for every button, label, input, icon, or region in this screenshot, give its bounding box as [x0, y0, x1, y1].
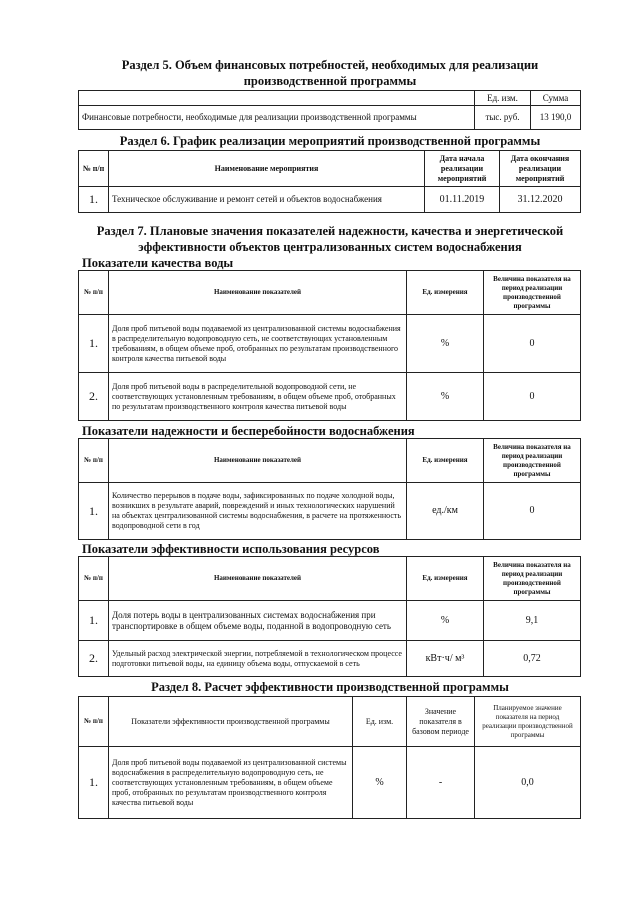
- e-row1-value: 9,1: [484, 601, 581, 641]
- q-header-name: Наименование показателей: [109, 271, 407, 315]
- section6-table: [78, 150, 581, 213]
- q-row2-unit: %: [407, 373, 484, 421]
- q-row2-num: 2.: [79, 373, 109, 421]
- efficiency-table: [78, 556, 581, 677]
- section5-title-line1: Раздел 5. Объем финансовых потребностей, необходимых для реализации: [121, 58, 539, 72]
- e-row2-name: Удельный расход электрической энергии, потребляемой в технологическом процессе подготовки питьевой воды, на единицу объема воды, отпускаемой в сеть: [109, 641, 407, 677]
- q-row1-name: Доля проб питьевой воды подаваемой из централизованной системы водоснабжения в распределительную водопроводную сеть, не соответствующих установленным требованиям, в общем объеме проб, отобранных по результатам производственного контроля качества питьевой воды: [109, 315, 407, 373]
- s5-header-unit: Ед. изм.: [475, 91, 531, 106]
- e-row2-value: 0,72: [484, 641, 581, 677]
- s6-header-start: Дата начала реализации мероприятий: [425, 151, 500, 187]
- section7-title-line1: Раздел 7. Плановые значения показателей надежности, качества и энергетической: [96, 224, 564, 238]
- section8-title: Раздел 8. Расчет эффективности производственной программы: [151, 680, 509, 694]
- e-header-num: № п/п: [79, 557, 109, 601]
- s6-row-start: 01.11.2019: [425, 187, 500, 213]
- s8-row-name: Доля проб питьевой воды подаваемой из централизованной системы водоснабжения в распределительную водопроводную сеть, не соответствующих установленным требованиям, в общем объеме проб, отобранных по результатам производственного контроля качества питьевой воды: [109, 747, 353, 819]
- r-row1-name: Количество перерывов в подаче воды, зафиксированных по подаче холодной воды, возникших в результате аварий, повреждений и иных технологических нарушений на объектах централизованной системы водоснабжения, в расчете на протяженность водопроводной сети в год: [109, 483, 407, 540]
- e-row1-unit: %: [407, 601, 484, 641]
- s8-header-unit: Ед. изм.: [353, 697, 407, 747]
- e-header-unit: Ед. измерения: [407, 557, 484, 601]
- e-header-value: Величина показателя на период реализации производственной программы: [484, 557, 581, 601]
- q-header-unit: Ед. измерения: [407, 271, 484, 315]
- s6-row-name: Техническое обслуживание и ремонт сетей и объектов водоснабжения: [109, 187, 425, 213]
- r-header-unit: Ед. измерения: [407, 439, 484, 483]
- s5-row-sum: 13 190,0: [531, 106, 581, 130]
- efficiency-subtitle: Показатели эффективности использования ресурсов: [82, 542, 380, 556]
- s6-row-num: 1.: [79, 187, 109, 213]
- section7-title-line2: эффективности объектов централизованных систем водоснабжения: [138, 240, 522, 254]
- e-row1-name: Доля потерь воды в централизованных системах водоснабжения при транспортировке в общем объеме воды, поданной в водопроводную сеть: [109, 601, 407, 641]
- s5-row-name: Финансовые потребности, необходимые для реализации производственной программы: [79, 106, 475, 130]
- q-header-value: Величина показателя на период реализации производственной программы: [484, 271, 581, 315]
- r-row1-num: 1.: [79, 483, 109, 540]
- q-row1-num: 1.: [79, 315, 109, 373]
- r-header-name: Наименование показателей: [109, 439, 407, 483]
- s5-header-sum: Сумма: [531, 91, 581, 106]
- e-row1-num: 1.: [79, 601, 109, 641]
- s8-row-base: -: [407, 747, 475, 819]
- q-row2-name: Доля проб питьевой воды в распределительной водопроводной сети, не соответствующих установленным требованиям, в общем объеме проб, отобранных по результатам производственного контроля качества питьевой воды: [109, 373, 407, 421]
- q-header-num: № п/п: [79, 271, 109, 315]
- reliability-table: [78, 438, 581, 540]
- s8-row-plan: 0,0: [475, 747, 581, 819]
- section5-title-line2: производственной программы: [243, 74, 417, 88]
- s8-header-base: Значение показателя в базовом периоде: [407, 697, 475, 747]
- s8-row-num: 1.: [79, 747, 109, 819]
- s8-row-unit: %: [353, 747, 407, 819]
- e-header-name: Наименование показателей: [109, 557, 407, 601]
- q-row2-value: 0: [484, 373, 581, 421]
- s5-row-unit: тыс. руб.: [475, 106, 531, 130]
- s6-header-num: № п/п: [79, 151, 109, 187]
- r-header-value: Величина показателя на период реализации производственной программы: [484, 439, 581, 483]
- reliability-subtitle: Показатели надежности и бесперебойности водоснабжения: [82, 424, 415, 438]
- r-row1-unit: ед./км: [407, 483, 484, 540]
- e-row2-num: 2.: [79, 641, 109, 677]
- quality-table: [78, 270, 581, 421]
- e-row2-unit: кВт·ч/ м³: [407, 641, 484, 677]
- section5-table: [78, 90, 581, 130]
- s8-header-plan: Планируемое значение показателя на период реализации производственной программы: [475, 697, 581, 747]
- r-header-num: № п/п: [79, 439, 109, 483]
- section6-title: Раздел 6. График реализации мероприятий производственной программы: [119, 134, 541, 148]
- quality-subtitle: Показатели качества воды: [82, 256, 234, 270]
- section8-table: [78, 696, 581, 819]
- r-row1-value: 0: [484, 483, 581, 540]
- s6-row-end: 31.12.2020: [500, 187, 581, 213]
- s6-header-end: Дата окончания реализации мероприятий: [500, 151, 581, 187]
- s8-header-name: Показатели эффективности производственной программы: [109, 697, 353, 747]
- s8-header-num: № п/п: [79, 697, 109, 747]
- q-row1-unit: %: [407, 315, 484, 373]
- s6-header-name: Наименование мероприятия: [109, 151, 425, 187]
- q-row1-value: 0: [484, 315, 581, 373]
